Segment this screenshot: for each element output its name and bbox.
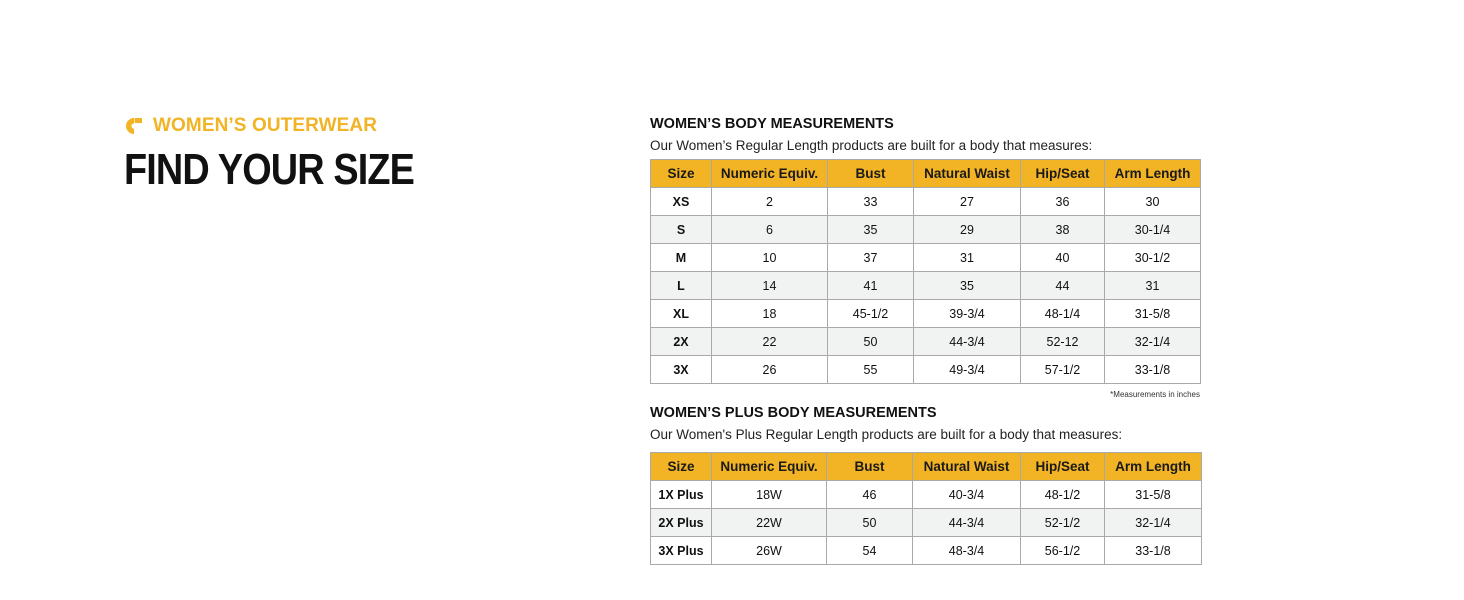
bust-cell: 50 [827, 509, 913, 537]
hip-seat-cell: 57-1/2 [1021, 356, 1105, 384]
size-cell: 3X Plus [651, 537, 712, 565]
natural-waist-cell: 35 [914, 272, 1021, 300]
natural-waist-cell: 27 [914, 188, 1021, 216]
plus-table-wrapper [650, 452, 1202, 565]
column-header-bust: Bust [828, 160, 914, 188]
numeric-equiv-cell: 10 [712, 244, 828, 272]
brand-label: WOMEN’S OUTERWEAR [153, 115, 378, 136]
table-row [651, 509, 1202, 537]
column-header-hip-seat: Hip/Seat [1021, 160, 1105, 188]
bust-cell: 46 [827, 481, 913, 509]
table-header-row [651, 160, 1201, 188]
size-cell: M [651, 244, 712, 272]
numeric-equiv-cell: 26W [712, 537, 827, 565]
brand-heading [124, 114, 377, 138]
column-header-arm-length: Arm Length [1105, 453, 1202, 481]
natural-waist-cell: 31 [914, 244, 1021, 272]
arm-length-cell: 32-1/4 [1105, 328, 1201, 356]
plus-section-title: WOMEN’S PLUS BODY MEASUREMENTS [650, 405, 937, 421]
hip-seat-cell: 38 [1021, 216, 1105, 244]
hip-seat-cell: 40 [1021, 244, 1105, 272]
bust-cell: 41 [828, 272, 914, 300]
column-header-natural-waist: Natural Waist [913, 453, 1021, 481]
regular-section-description: Our Women’s Regular Length products are built for a body that measures: [650, 138, 1093, 153]
numeric-equiv-cell: 14 [712, 272, 828, 300]
size-cell: 2X Plus [651, 509, 712, 537]
regular-size-table [650, 159, 1201, 384]
size-cell: 3X [651, 356, 712, 384]
table-row [651, 244, 1201, 272]
bust-cell: 50 [828, 328, 914, 356]
table-row [651, 272, 1201, 300]
natural-waist-cell: 49-3/4 [914, 356, 1021, 384]
hip-seat-cell: 48-1/4 [1021, 300, 1105, 328]
table-row [651, 481, 1202, 509]
hip-seat-cell: 36 [1021, 188, 1105, 216]
bust-cell: 55 [828, 356, 914, 384]
hip-seat-cell: 48-1/2 [1021, 481, 1105, 509]
numeric-equiv-cell: 22W [712, 509, 827, 537]
bust-cell: 35 [828, 216, 914, 244]
natural-waist-cell: 44-3/4 [914, 328, 1021, 356]
column-header-bust: Bust [827, 453, 913, 481]
arm-length-cell: 31-5/8 [1105, 481, 1202, 509]
arm-length-cell: 33-1/8 [1105, 537, 1202, 565]
natural-waist-cell: 29 [914, 216, 1021, 244]
bust-cell: 37 [828, 244, 914, 272]
natural-waist-cell: 40-3/4 [913, 481, 1021, 509]
column-header-size: Size [651, 160, 712, 188]
arm-length-cell: 30 [1105, 188, 1201, 216]
regular-section-title: WOMEN’S BODY MEASUREMENTS [650, 116, 894, 132]
arm-length-cell: 31-5/8 [1105, 300, 1201, 328]
natural-waist-cell: 48-3/4 [913, 537, 1021, 565]
numeric-equiv-cell: 2 [712, 188, 828, 216]
regular-measurements-section [650, 115, 1092, 155]
plus-size-table [650, 452, 1202, 565]
hip-seat-cell: 44 [1021, 272, 1105, 300]
bust-cell: 33 [828, 188, 914, 216]
bust-cell: 54 [827, 537, 913, 565]
size-cell: 1X Plus [651, 481, 712, 509]
numeric-equiv-cell: 18 [712, 300, 828, 328]
hip-seat-cell: 56-1/2 [1021, 537, 1105, 565]
numeric-equiv-cell: 6 [712, 216, 828, 244]
size-cell: XS [651, 188, 712, 216]
numeric-equiv-cell: 22 [712, 328, 828, 356]
arm-length-cell: 30-1/2 [1105, 244, 1201, 272]
table-header-row [651, 453, 1202, 481]
regular-table-wrapper [650, 159, 1201, 384]
arm-length-cell: 31 [1105, 272, 1201, 300]
table-row [651, 300, 1201, 328]
table-row [651, 188, 1201, 216]
size-cell: 2X [651, 328, 712, 356]
table-row [651, 216, 1201, 244]
natural-waist-cell: 44-3/4 [913, 509, 1021, 537]
hip-seat-cell: 52-12 [1021, 328, 1105, 356]
page-title: FIND YOUR SIZE [124, 145, 415, 194]
column-header-size: Size [651, 453, 712, 481]
column-header-natural-waist: Natural Waist [914, 160, 1021, 188]
hip-seat-cell: 52-1/2 [1021, 509, 1105, 537]
numeric-equiv-cell: 26 [712, 356, 828, 384]
size-cell: S [651, 216, 712, 244]
arm-length-cell: 32-1/4 [1105, 509, 1202, 537]
table-row [651, 537, 1202, 565]
bust-cell: 45-1/2 [828, 300, 914, 328]
plus-measurements-section [650, 404, 1122, 444]
table-row [651, 356, 1201, 384]
size-cell: L [651, 272, 712, 300]
column-header-arm-length: Arm Length [1105, 160, 1201, 188]
natural-waist-cell: 39-3/4 [914, 300, 1021, 328]
column-header-numeric-equiv: Numeric Equiv. [712, 160, 828, 188]
column-header-numeric-equiv: Numeric Equiv. [712, 453, 827, 481]
measurements-footnote: *Measurements in inches [1110, 390, 1200, 399]
arm-length-cell: 30-1/4 [1105, 216, 1201, 244]
column-header-hip-seat: Hip/Seat [1021, 453, 1105, 481]
plus-section-description: Our Women's Plus Regular Length products are built for a body that measures: [650, 427, 1123, 442]
numeric-equiv-cell: 18W [712, 481, 827, 509]
carhartt-c-logo-icon [124, 116, 144, 136]
table-row [651, 328, 1201, 356]
arm-length-cell: 33-1/8 [1105, 356, 1201, 384]
size-cell: XL [651, 300, 712, 328]
